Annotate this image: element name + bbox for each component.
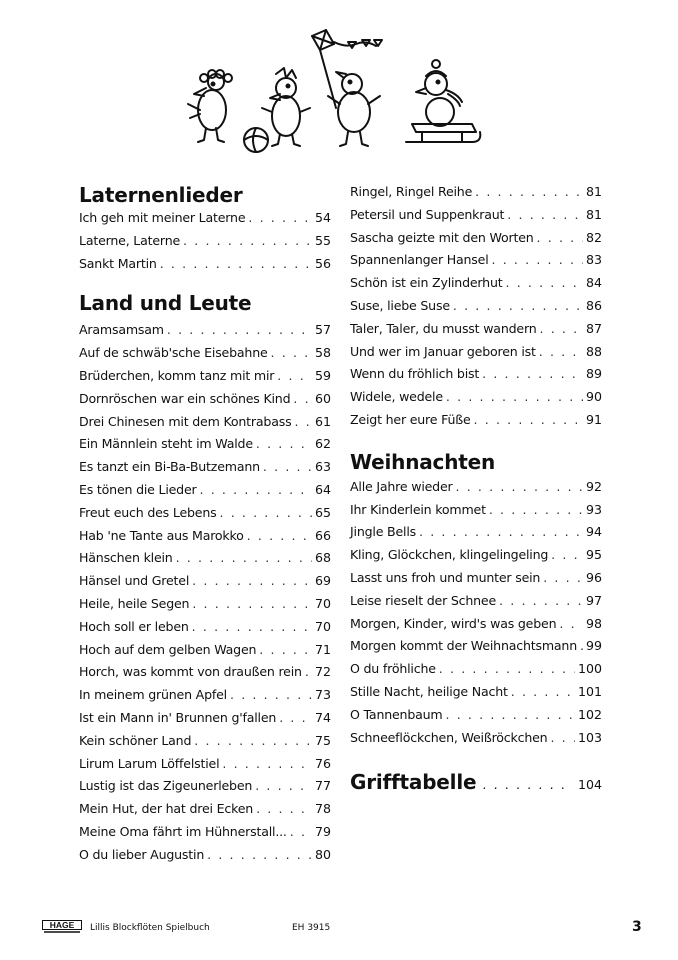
toc-entry[interactable] <box>79 479 331 502</box>
entry-title: Ihr Kinderlein kommet <box>350 501 486 517</box>
entry-page: 88 <box>585 343 602 359</box>
toc-entry-grifftabelle[interactable] <box>350 767 602 797</box>
entry-title: Kein schöner Land <box>79 732 192 748</box>
dot-leader <box>255 775 312 798</box>
dot-leader <box>492 249 583 272</box>
toc-entry[interactable] <box>350 590 602 613</box>
entry-page: 84 <box>585 275 602 291</box>
dot-leader <box>192 593 312 616</box>
entry-page: 92 <box>585 478 602 494</box>
dot-leader <box>446 704 575 727</box>
birds-illustration-icon <box>176 28 492 164</box>
entry-title: Spannenlanger Hansel <box>350 252 489 268</box>
entry-page: 103 <box>577 729 602 745</box>
dot-leader <box>160 253 312 276</box>
entry-page: 64 <box>314 481 331 497</box>
entry-title: Hoch auf dem gelben Wagen <box>79 641 257 657</box>
dot-leader <box>294 411 312 434</box>
entry-page: 81 <box>585 206 602 222</box>
toc-entry[interactable] <box>350 363 602 386</box>
entry-page: 56 <box>314 255 331 271</box>
dot-leader <box>259 639 312 662</box>
toc-entry[interactable] <box>79 661 331 684</box>
toc-entry[interactable] <box>79 639 331 662</box>
entry-page: 86 <box>585 297 602 313</box>
entry-title: Ringel, Ringel Reihe <box>350 184 473 199</box>
entry-title: Und wer im Januar geboren ist <box>350 343 536 359</box>
entry-page: 82 <box>585 229 602 245</box>
entry-page: 98 <box>585 615 602 631</box>
entry-title: Schneeflöckchen, Weißröckchen <box>350 729 548 745</box>
entry-title: Ist ein Mann in' Brunnen g'fallen <box>79 709 277 725</box>
entry-page: 83 <box>585 252 602 268</box>
toc-entry[interactable] <box>79 525 331 548</box>
toc-entry[interactable] <box>79 570 331 593</box>
toc-entry[interactable] <box>350 249 602 272</box>
entry-page: 74 <box>314 709 331 725</box>
dot-leader <box>279 707 312 730</box>
toc-entry[interactable] <box>350 227 602 250</box>
entry-title: Hab 'ne Tante aus Marokko <box>79 527 244 543</box>
entry-page: 68 <box>314 550 331 566</box>
entry-title: Taler, Taler, du musst wandern <box>350 320 537 336</box>
toc-entry[interactable] <box>350 318 602 341</box>
entry-page: 76 <box>314 755 331 771</box>
entry-title: Petersil und Suppenkraut <box>350 206 505 222</box>
entry-page: 66 <box>314 527 331 543</box>
dot-leader <box>511 681 575 704</box>
dot-leader <box>499 590 583 613</box>
entry-title: Hoch soll er leben <box>79 618 189 634</box>
entry-page: 99 <box>585 638 602 654</box>
toc-entry[interactable] <box>79 433 331 456</box>
entry-page: 77 <box>314 778 331 794</box>
toc-entry[interactable] <box>350 681 602 704</box>
entry-page: 70 <box>314 595 331 611</box>
entry-page: 87 <box>585 320 602 336</box>
entry-title: O Tannenbaum <box>350 706 443 722</box>
entry-page: 54 <box>314 210 331 225</box>
entry-page: 100 <box>577 661 602 677</box>
toc-entry[interactable] <box>79 411 331 434</box>
entry-page: 71 <box>314 641 331 657</box>
section-title: Laternenlieder <box>79 183 243 207</box>
entry-title: Auf de schwäb'sche Eisebahne <box>79 345 268 361</box>
toc-entry[interactable] <box>79 684 331 707</box>
entry-page: 69 <box>314 573 331 589</box>
entry-title: Heile, heile Segen <box>79 595 190 611</box>
dot-leader <box>256 798 312 821</box>
entry-title: Grifftabelle <box>350 770 477 795</box>
entry-title: Leise rieselt der Schnee <box>350 592 497 608</box>
toc-entry[interactable] <box>79 798 331 821</box>
dot-leader <box>305 661 312 684</box>
entry-title: Sankt Martin <box>79 255 157 271</box>
entry-page: 58 <box>314 345 331 361</box>
dot-leader <box>256 433 312 456</box>
entry-title: Stille Nacht, heilige Nacht <box>350 683 508 699</box>
entry-title: Zeigt her eure Füße <box>350 411 471 427</box>
entry-title: Laterne, Laterne <box>79 232 181 248</box>
toc-entry[interactable] <box>350 613 602 636</box>
entry-page: 65 <box>314 504 331 520</box>
entry-title: Sascha geizte mit den Worten <box>350 229 534 245</box>
dot-leader <box>456 476 583 499</box>
toc-section-laternenlieder <box>79 183 331 275</box>
entry-page: 95 <box>585 547 602 563</box>
dot-leader <box>419 521 583 544</box>
entry-title: Ein Männlein steht im Walde <box>79 436 253 452</box>
entry-title: In meinem grünen Apfel <box>79 687 227 703</box>
dot-leader <box>192 616 312 639</box>
dot-leader <box>550 727 575 750</box>
dot-leader <box>230 684 312 707</box>
entry-title: Morgen kommt der Weihnachtsmann <box>350 638 577 654</box>
dot-leader <box>475 181 583 204</box>
entry-title: Es tönen die Lieder <box>79 481 197 497</box>
toc-entry[interactable] <box>350 521 602 544</box>
toc-entry[interactable] <box>350 181 602 204</box>
entry-page: 59 <box>314 367 331 383</box>
entry-title: Horch, was kommt von draußen rein <box>79 664 302 680</box>
dot-leader <box>559 613 583 636</box>
toc-entry[interactable] <box>79 456 331 479</box>
toc-entry[interactable] <box>79 821 331 844</box>
entry-page: 75 <box>314 732 331 748</box>
entry-page: 93 <box>585 501 602 517</box>
entry-title: Brüderchen, komm tanz mit mir <box>79 367 275 383</box>
entry-page: 72 <box>314 664 331 680</box>
dot-leader <box>539 341 583 364</box>
entry-page: 61 <box>314 413 331 429</box>
toc-entry[interactable] <box>350 204 602 227</box>
entry-title: Aramsamsam <box>79 322 164 338</box>
entry-title: Lustig ist das Zigeunerleben <box>79 778 253 794</box>
entry-page: 104 <box>577 777 602 793</box>
toc-entry[interactable] <box>79 593 331 616</box>
dot-leader <box>537 227 583 250</box>
toc-section-land-und-leute <box>79 291 331 866</box>
section-title: Land und Leute <box>79 291 252 316</box>
toc-entry[interactable] <box>79 547 331 570</box>
toc-entry[interactable] <box>79 753 331 776</box>
toc-entry[interactable] <box>79 844 331 867</box>
toc-entry[interactable] <box>79 616 331 639</box>
dot-leader <box>551 544 583 567</box>
entry-page: 96 <box>585 569 602 585</box>
edition-code: EH 3915 <box>292 923 331 933</box>
entry-title: Lirum Larum Löffelstiel <box>79 755 220 771</box>
entry-title: Mein Hut, der hat drei Ecken <box>79 801 254 817</box>
dot-leader <box>543 567 583 590</box>
entry-title: Schön ist ein Zylinderhut <box>350 275 503 291</box>
toc-entry[interactable] <box>350 341 602 364</box>
dot-leader <box>194 730 312 753</box>
hage-logo-icon <box>42 920 82 934</box>
toc-entry[interactable] <box>79 388 331 411</box>
svg-text:HAGE: HAGE <box>49 920 75 931</box>
dot-leader <box>290 821 312 844</box>
entry-title: O du lieber Augustin <box>79 846 205 862</box>
page-footer <box>42 920 642 936</box>
entry-page: 73 <box>314 687 331 703</box>
toc-entry[interactable] <box>350 272 602 295</box>
dot-leader <box>489 499 583 522</box>
dot-leader <box>219 502 311 525</box>
dot-leader <box>482 770 572 800</box>
entry-title: Dornröschen war ein schönes Kind <box>79 390 291 406</box>
entry-title: Alle Jahre wieder <box>350 478 453 494</box>
entry-title: Meine Oma fährt im Hühnerstall... <box>79 823 287 839</box>
entry-page: 70 <box>314 618 331 634</box>
dot-leader <box>439 658 575 681</box>
toc-left-column <box>79 183 331 867</box>
toc-entry[interactable] <box>350 386 602 409</box>
dot-leader <box>200 479 312 502</box>
entry-title: Freut euch des Lebens <box>79 504 217 520</box>
entry-page: 60 <box>314 390 331 406</box>
dot-leader <box>207 844 312 867</box>
dot-leader <box>446 386 583 409</box>
dot-leader <box>183 230 312 253</box>
toc-entry[interactable] <box>79 775 331 798</box>
toc-right-column <box>350 181 602 797</box>
entry-page: 91 <box>585 411 602 427</box>
dot-leader <box>247 525 312 548</box>
entry-title: Morgen, Kinder, wird's was geben <box>350 615 557 631</box>
toc-entry[interactable] <box>350 727 602 750</box>
dot-leader <box>167 319 312 342</box>
entry-title: Drei Chinesen mit dem Kontrabass <box>79 413 292 429</box>
entry-title: Kling, Glöckchen, klingelingeling <box>350 547 549 563</box>
toc-entry[interactable] <box>350 704 602 727</box>
dot-leader <box>507 204 583 227</box>
entry-title: Suse, liebe Suse <box>350 297 450 313</box>
dot-leader <box>277 365 312 388</box>
entry-title: O du fröhliche <box>350 661 436 677</box>
entry-title: Es tanzt ein Bi-Ba-Butzemann <box>79 459 260 475</box>
dot-leader <box>222 753 312 776</box>
section-title: Weihnachten <box>350 449 495 474</box>
entry-title: Hänsel und Gretel <box>79 573 190 589</box>
entry-page: 62 <box>314 436 331 452</box>
dot-leader <box>248 207 312 230</box>
entry-page: 55 <box>314 232 331 248</box>
toc-entry[interactable] <box>79 502 331 525</box>
dot-leader <box>293 388 312 411</box>
entry-page: 81 <box>585 184 602 199</box>
toc-entry[interactable] <box>350 567 602 590</box>
toc-entry[interactable] <box>79 730 331 753</box>
entry-page: 57 <box>314 322 331 338</box>
toc-entry[interactable] <box>350 409 602 432</box>
dot-leader <box>482 363 583 386</box>
dot-leader <box>539 318 582 341</box>
entry-page: 89 <box>585 366 602 382</box>
entry-page: 79 <box>314 823 331 839</box>
entry-title: Lasst uns froh und munter sein <box>350 569 541 585</box>
toc-section-weihnachten <box>350 450 602 750</box>
toc-entry[interactable] <box>350 499 602 522</box>
toc-entry[interactable] <box>79 707 331 730</box>
dot-leader <box>271 342 312 365</box>
entry-page: 102 <box>577 706 602 722</box>
dot-leader <box>505 272 582 295</box>
entry-page: 63 <box>314 459 331 475</box>
toc-entry[interactable] <box>350 295 602 318</box>
toc-entry[interactable] <box>79 342 331 365</box>
entry-title: Jingle Bells <box>350 524 416 540</box>
dot-leader <box>176 547 312 570</box>
entry-title: Widele, wedele <box>350 389 443 405</box>
entry-page: 97 <box>585 592 602 608</box>
toc-entry[interactable] <box>79 253 331 276</box>
entry-title: Wenn du fröhlich bist <box>350 366 480 382</box>
toc-entry[interactable] <box>79 207 331 230</box>
page-number: 3 <box>632 919 642 935</box>
toc-entry[interactable] <box>350 544 602 567</box>
entry-title: Hänschen klein <box>79 550 173 566</box>
book-title: Lillis Blockflöten Spielbuch <box>90 923 210 933</box>
toc-section-continued <box>350 181 602 432</box>
toc-entry[interactable] <box>79 319 331 342</box>
dot-leader <box>192 570 312 593</box>
toc-entry[interactable] <box>350 658 602 681</box>
entry-page: 101 <box>577 683 602 699</box>
entry-page: 78 <box>314 801 331 817</box>
dot-leader <box>474 409 583 432</box>
dot-leader <box>453 295 583 318</box>
toc-entry[interactable] <box>350 635 602 658</box>
dot-leader <box>263 456 312 479</box>
toc-entry[interactable] <box>79 230 331 253</box>
entry-page: 94 <box>585 524 602 540</box>
toc-entry[interactable] <box>350 476 602 499</box>
dot-leader <box>580 635 583 658</box>
entry-page: 80 <box>314 846 331 862</box>
toc-entry[interactable] <box>79 365 331 388</box>
entry-title: Ich geh mit meiner Laterne <box>79 210 246 225</box>
entry-page: 90 <box>585 389 602 405</box>
